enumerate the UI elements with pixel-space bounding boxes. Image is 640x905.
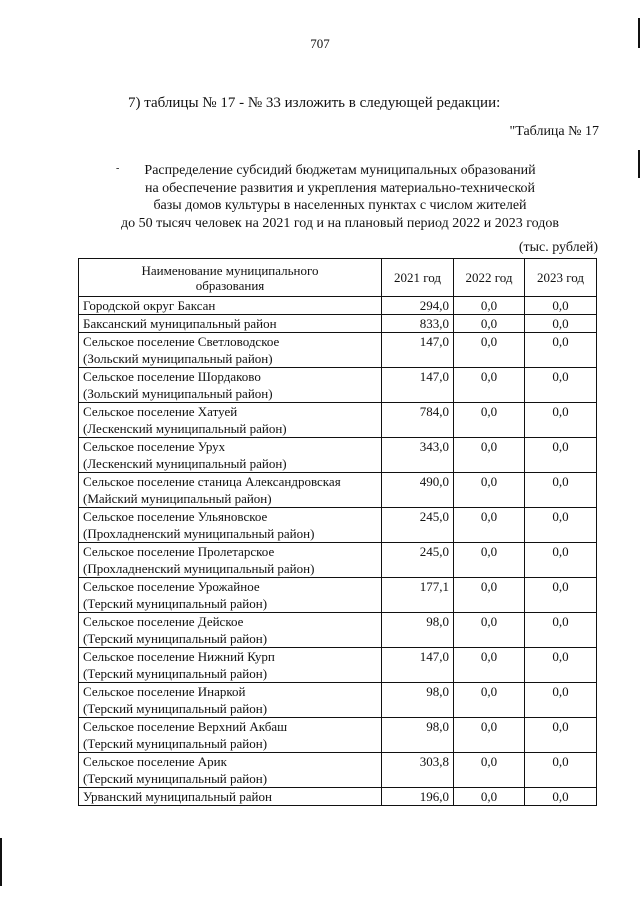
- municipality-name-line2: (Терский муниципальный район): [83, 701, 268, 716]
- value-2021: 833,0: [382, 315, 454, 333]
- value-2021: 490,0: [382, 473, 454, 508]
- municipality-name: [79, 613, 382, 648]
- value-2023: 0,0: [525, 753, 597, 788]
- value-2022: 0,0: [454, 333, 525, 368]
- margin-mark-bottom: [0, 838, 2, 886]
- table-row: [79, 753, 597, 788]
- value-2021: 147,0: [382, 333, 454, 368]
- value-2021: 196,0: [382, 788, 454, 806]
- value-2023: 0,0: [525, 543, 597, 578]
- heading-line: Распределение субсидий бюджетам муниципальных образований: [144, 163, 536, 178]
- table-header-row: [79, 259, 597, 297]
- value-2023: 0,0: [525, 578, 597, 613]
- municipality-name-line1: Сельское поселение станица Александровская: [83, 474, 341, 489]
- municipality-name-line1: Сельское поселение Урожайное: [83, 579, 260, 594]
- table-row: [79, 297, 597, 315]
- value-2023: 0,0: [525, 333, 597, 368]
- table-row: [79, 438, 597, 473]
- value-2021: 177,1: [382, 578, 454, 613]
- value-2021: 98,0: [382, 683, 454, 718]
- table-row: [79, 718, 597, 753]
- municipality-name-line1: Баксанский муниципальный район: [83, 316, 277, 331]
- municipality-name: [79, 403, 382, 438]
- municipality-name: [79, 473, 382, 508]
- table-row: [79, 473, 597, 508]
- municipality-name-line1: Сельское поселение Светловодское: [83, 334, 280, 349]
- municipality-name: [79, 648, 382, 683]
- value-2022: 0,0: [454, 648, 525, 683]
- table-heading: [60, 162, 620, 232]
- municipality-name-line1: Сельское поселение Хатуей: [83, 404, 238, 419]
- value-2021: 98,0: [382, 718, 454, 753]
- value-2021: 245,0: [382, 508, 454, 543]
- municipality-name-line1: Сельское поселение Дейское: [83, 614, 244, 629]
- municipality-name-line1: Сельское поселение Урух: [83, 439, 226, 454]
- table-row: [79, 788, 597, 806]
- municipality-name-line1: Сельское поселение Арик: [83, 754, 227, 769]
- municipality-name-line2: (Терский муниципальный район): [83, 631, 268, 646]
- table-row: [79, 403, 597, 438]
- municipality-name-line1: Сельское поселение Инаркой: [83, 684, 246, 699]
- value-2023: 0,0: [525, 368, 597, 403]
- table-row: [79, 315, 597, 333]
- table-row: [79, 578, 597, 613]
- value-2021: 303,8: [382, 753, 454, 788]
- municipality-name-line1: Сельское поселение Верхний Акбаш: [83, 719, 288, 734]
- header-2023: 2023 год: [525, 259, 597, 297]
- value-2021: 98,0: [382, 613, 454, 648]
- table-body: [79, 297, 597, 806]
- value-2023: 0,0: [525, 718, 597, 753]
- table-row: [79, 508, 597, 543]
- municipality-name-line2: (Зольский муниципальный район): [83, 351, 273, 366]
- heading-line: до 50 тысяч человек на 2021 год и на плановый период 2022 и 2023 годов: [121, 215, 559, 231]
- value-2023: 0,0: [525, 315, 597, 333]
- header-2021: 2021 год: [382, 259, 454, 297]
- municipality-name: [79, 438, 382, 473]
- municipality-name: [79, 368, 382, 403]
- header-municipality-line1: Наименование муниципального: [141, 262, 319, 278]
- subsidy-table: [78, 258, 597, 806]
- municipality-name: [79, 315, 382, 333]
- municipality-name-line1: Урванский муниципальный район: [83, 789, 272, 804]
- municipality-name-line1: Сельское поселение Ульяновское: [83, 509, 268, 524]
- value-2022: 0,0: [454, 508, 525, 543]
- value-2023: 0,0: [525, 648, 597, 683]
- municipality-name: [79, 508, 382, 543]
- municipality-name-line2: (Терский муниципальный район): [83, 736, 268, 751]
- table-row: [79, 333, 597, 368]
- municipality-name-line1: Сельское поселение Шордаково: [83, 369, 261, 384]
- page-number: 707: [310, 36, 330, 51]
- municipality-name-line2: (Лескенский муниципальный район): [83, 421, 287, 436]
- value-2023: 0,0: [525, 613, 597, 648]
- margin-bullet: -: [116, 163, 120, 174]
- heading-line: базы домов культуры в населенных пунктах с числом жителей: [153, 198, 527, 213]
- amendment-instruction: 7) таблицы № 17 - № 33 изложить в следующей редакции:: [128, 95, 501, 111]
- municipality-name: [79, 718, 382, 753]
- value-2021: 343,0: [382, 438, 454, 473]
- municipality-name: [79, 753, 382, 788]
- value-2021: 147,0: [382, 648, 454, 683]
- header-municipality-line2: образования: [195, 277, 265, 293]
- municipality-name: [79, 788, 382, 806]
- header-municipality: [79, 259, 382, 297]
- municipality-name: [79, 578, 382, 613]
- municipality-name-line2: (Зольский муниципальный район): [83, 386, 273, 401]
- value-2022: 0,0: [454, 578, 525, 613]
- value-2021: 784,0: [382, 403, 454, 438]
- municipality-name: [79, 543, 382, 578]
- value-2022: 0,0: [454, 683, 525, 718]
- value-2022: 0,0: [454, 403, 525, 438]
- municipality-name-line1: Сельское поселение Нижний Курп: [83, 649, 275, 664]
- value-2021: 294,0: [382, 297, 454, 315]
- value-2023: 0,0: [525, 508, 597, 543]
- value-2022: 0,0: [454, 613, 525, 648]
- value-2022: 0,0: [454, 368, 525, 403]
- municipality-name-line2: (Терский муниципальный район): [83, 771, 268, 786]
- municipality-name-line2: (Лескенский муниципальный район): [83, 456, 287, 471]
- value-2022: 0,0: [454, 473, 525, 508]
- value-2023: 0,0: [525, 473, 597, 508]
- value-2023: 0,0: [525, 403, 597, 438]
- value-2023: 0,0: [525, 683, 597, 718]
- table-row: [79, 368, 597, 403]
- units-label: (тыс. рублей): [518, 240, 598, 255]
- value-2023: 0,0: [525, 297, 597, 315]
- municipality-name: [79, 683, 382, 718]
- municipality-name-line2: (Терский муниципальный район): [83, 666, 268, 681]
- table-row: [79, 543, 597, 578]
- municipality-name-line1: Городской округ Баксан: [83, 298, 216, 313]
- value-2022: 0,0: [454, 315, 525, 333]
- value-2022: 0,0: [454, 788, 525, 806]
- value-2022: 0,0: [454, 718, 525, 753]
- value-2023: 0,0: [525, 438, 597, 473]
- value-2021: 147,0: [382, 368, 454, 403]
- value-2023: 0,0: [525, 788, 597, 806]
- table-row: [79, 613, 597, 648]
- municipality-name-line2: (Майский муниципальный район): [83, 491, 272, 506]
- value-2021: 245,0: [382, 543, 454, 578]
- value-2022: 0,0: [454, 297, 525, 315]
- header-2022: 2022 год: [454, 259, 525, 297]
- municipality-name: [79, 297, 382, 315]
- municipality-name-line2: (Прохладненский муниципальный район): [83, 526, 315, 541]
- municipality-name-line2: (Терский муниципальный район): [83, 596, 268, 611]
- table-row: [79, 648, 597, 683]
- municipality-name-line1: Сельское поселение Пролетарское: [83, 544, 275, 559]
- table-row: [79, 683, 597, 718]
- value-2022: 0,0: [454, 543, 525, 578]
- table-reference: "Таблица № 17: [509, 124, 599, 139]
- value-2022: 0,0: [454, 753, 525, 788]
- municipality-name: [79, 333, 382, 368]
- heading-line: на обеспечение развития и укрепления материально-технической: [144, 180, 536, 196]
- municipality-name-line2: (Прохладненский муниципальный район): [83, 561, 315, 576]
- value-2022: 0,0: [454, 438, 525, 473]
